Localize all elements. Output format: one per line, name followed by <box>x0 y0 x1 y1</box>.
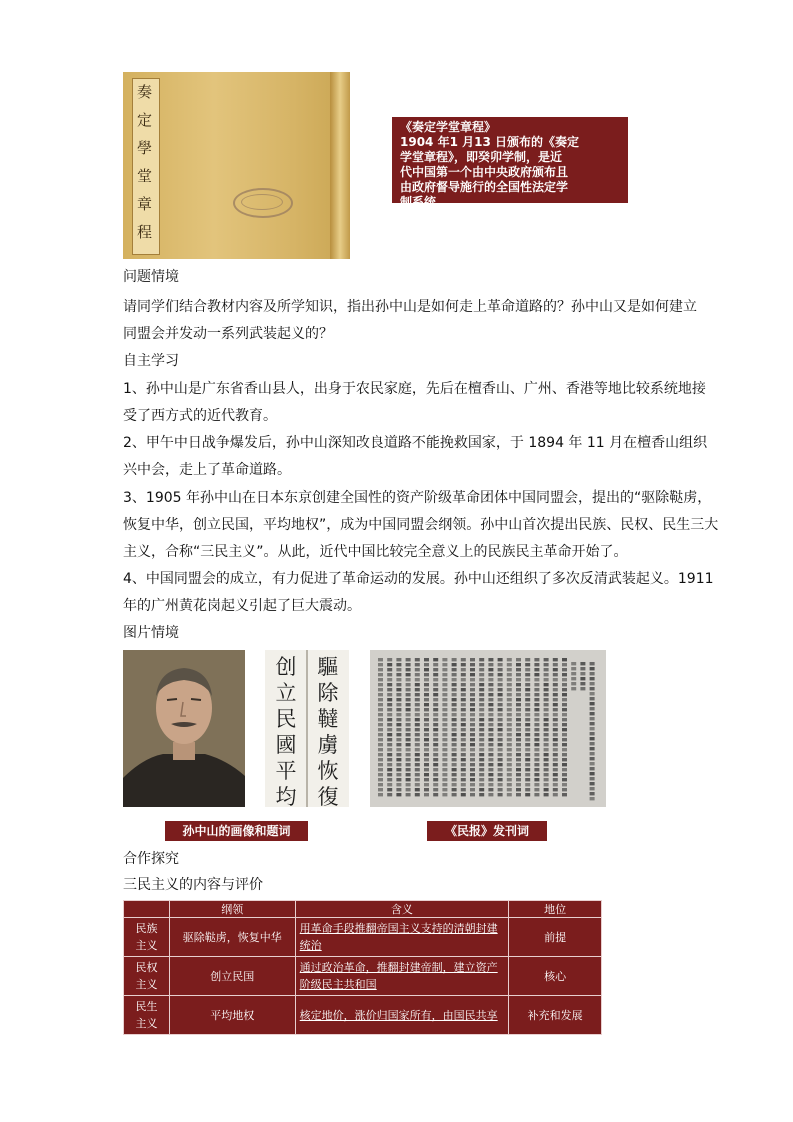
status-cell: 核心 <box>509 957 602 996</box>
meaning-cell: 核定地价，涨价归国家所有，由国民共享 <box>295 996 509 1035</box>
coop-heading: 合作探究 <box>123 851 179 867</box>
portrait-caption-label: 孙中山的画像和题词 <box>165 821 308 841</box>
point-line: 年的广州黄花岗起义引起了巨大震动。 <box>123 598 361 614</box>
point-line: 主义，合称“三民主义”。从此，近代中国比较完全意义上的民族民主革命开始了。 <box>123 544 628 560</box>
status-cell: 前提 <box>509 918 602 957</box>
meaning-cell: 用革命手段推翻帝国主义支持的清朝封建统治 <box>295 918 509 957</box>
calligraphy-left-column <box>269 654 303 807</box>
three-principles-table <box>123 900 602 1035</box>
calligraphy-char: 平 <box>275 759 297 783</box>
point-line: 恢复中华，创立民国，平均地权”，成为中国同盟会纲领。孙中山首次提出民族、民权、民生三大 <box>123 517 719 533</box>
status-cell: 补充和发展 <box>509 996 602 1035</box>
book-title-char: 定 <box>137 111 153 129</box>
calligraphy-char: 國 <box>275 733 297 757</box>
book-title-char: 章 <box>137 195 153 213</box>
self-study-heading: 自主学习 <box>123 353 179 369</box>
table-header-cell: 含义 <box>295 901 509 918</box>
book-title-strip <box>132 78 160 255</box>
book-seal-inner <box>241 194 283 210</box>
calligraphy-char: 均 <box>275 785 297 807</box>
program-cell: 创立民国 <box>169 957 295 996</box>
calligraphy-char: 创 <box>275 655 297 679</box>
point-line: 2、甲午中日战争爆发后，孙中山深知改良道路不能挽救国家，于 1894 年 11 月在檀香山组织 <box>123 435 708 451</box>
book-caption-box <box>392 117 628 209</box>
book-spine <box>330 72 350 259</box>
calligraphy-char: 民 <box>275 707 297 731</box>
table-header-cell <box>124 901 170 918</box>
caption-line: 《奏定学堂章程》 <box>400 120 497 134</box>
calligraphy-right-column <box>311 654 345 807</box>
table-header-row <box>124 901 602 918</box>
principle-name-cell: 民权主义 <box>124 957 170 996</box>
point-line: 1、孙中山是广东省香山县人，出身于农民家庭，先后在檀香山、广州、香港等地比较系统地接 <box>123 381 706 397</box>
table-row <box>124 957 602 996</box>
calligraphy-divider <box>306 650 308 807</box>
point-line: 受了西方式的近代教育。 <box>123 408 277 424</box>
caption-line: 学堂章程》，即癸卯学制，是近 <box>400 150 563 164</box>
calligraphy-char: 復 <box>317 785 339 807</box>
sun-yatsen-portrait <box>123 650 245 807</box>
problem-heading: 问题情境 <box>123 269 179 285</box>
caption-line: 1904 年1 月13 日颁布的《奏定 <box>400 135 579 149</box>
calligraphy-char: 立 <box>275 681 297 705</box>
program-cell: 平均地权 <box>169 996 295 1035</box>
calligraphy-inscription <box>265 650 349 807</box>
calligraphy-char: 虜 <box>317 733 339 757</box>
table-header-cell: 地位 <box>509 901 602 918</box>
problem-text-line: 同盟会并发动一系列武装起义的？ <box>123 326 333 342</box>
table-row <box>124 918 602 957</box>
problem-text-line: 请同学们结合教材内容及所学知识，指出孙中山是如何走上革命道路的？孙中山又是如何建立 <box>123 299 697 315</box>
caption-line: 由政府督导施行的全国性法定学 <box>400 180 569 194</box>
image-heading: 图片情境 <box>123 625 179 641</box>
point-line: 4、中国同盟会的成立，有力促进了革命运动的发展。孙中山还组织了多次反清武装起义。1911 <box>123 571 714 587</box>
principle-name-cell: 民族主义 <box>124 918 170 957</box>
meaning-cell: 通过政治革命，推翻封建帝制，建立资产阶级民主共和国 <box>295 957 509 996</box>
book-title-char: 奏 <box>137 83 153 101</box>
table-row <box>124 996 602 1035</box>
book-title-char: 堂 <box>137 167 153 185</box>
calligraphy-char: 驅 <box>317 655 339 679</box>
newspaper-caption-label: 《民报》发刊词 <box>427 821 547 841</box>
book-title-char: 程 <box>137 223 153 241</box>
book-cover-image <box>123 72 350 259</box>
calligraphy-char: 除 <box>317 681 339 705</box>
point-line: 兴中会，走上了革命道路。 <box>123 462 291 478</box>
table-header-cell: 纲领 <box>169 901 295 918</box>
caption-line: 制系统。 <box>400 195 449 209</box>
calligraphy-char: 韃 <box>317 707 339 731</box>
point-line: 3、1905 年孙中山在日本东京创建全国性的资产阶级革命团体中国同盟会，提出的“驱除鞑虏， <box>123 490 712 506</box>
table-title: 三民主义的内容与评价 <box>123 877 263 893</box>
minbao-newspaper-image <box>370 650 606 807</box>
caption-line: 代中国第一个由中央政府颁布且 <box>400 165 569 179</box>
calligraphy-char: 恢 <box>317 759 339 783</box>
book-title-char: 學 <box>137 139 153 157</box>
principle-name-cell: 民生主义 <box>124 996 170 1035</box>
program-cell: 驱除鞑虏，恢复中华 <box>169 918 295 957</box>
